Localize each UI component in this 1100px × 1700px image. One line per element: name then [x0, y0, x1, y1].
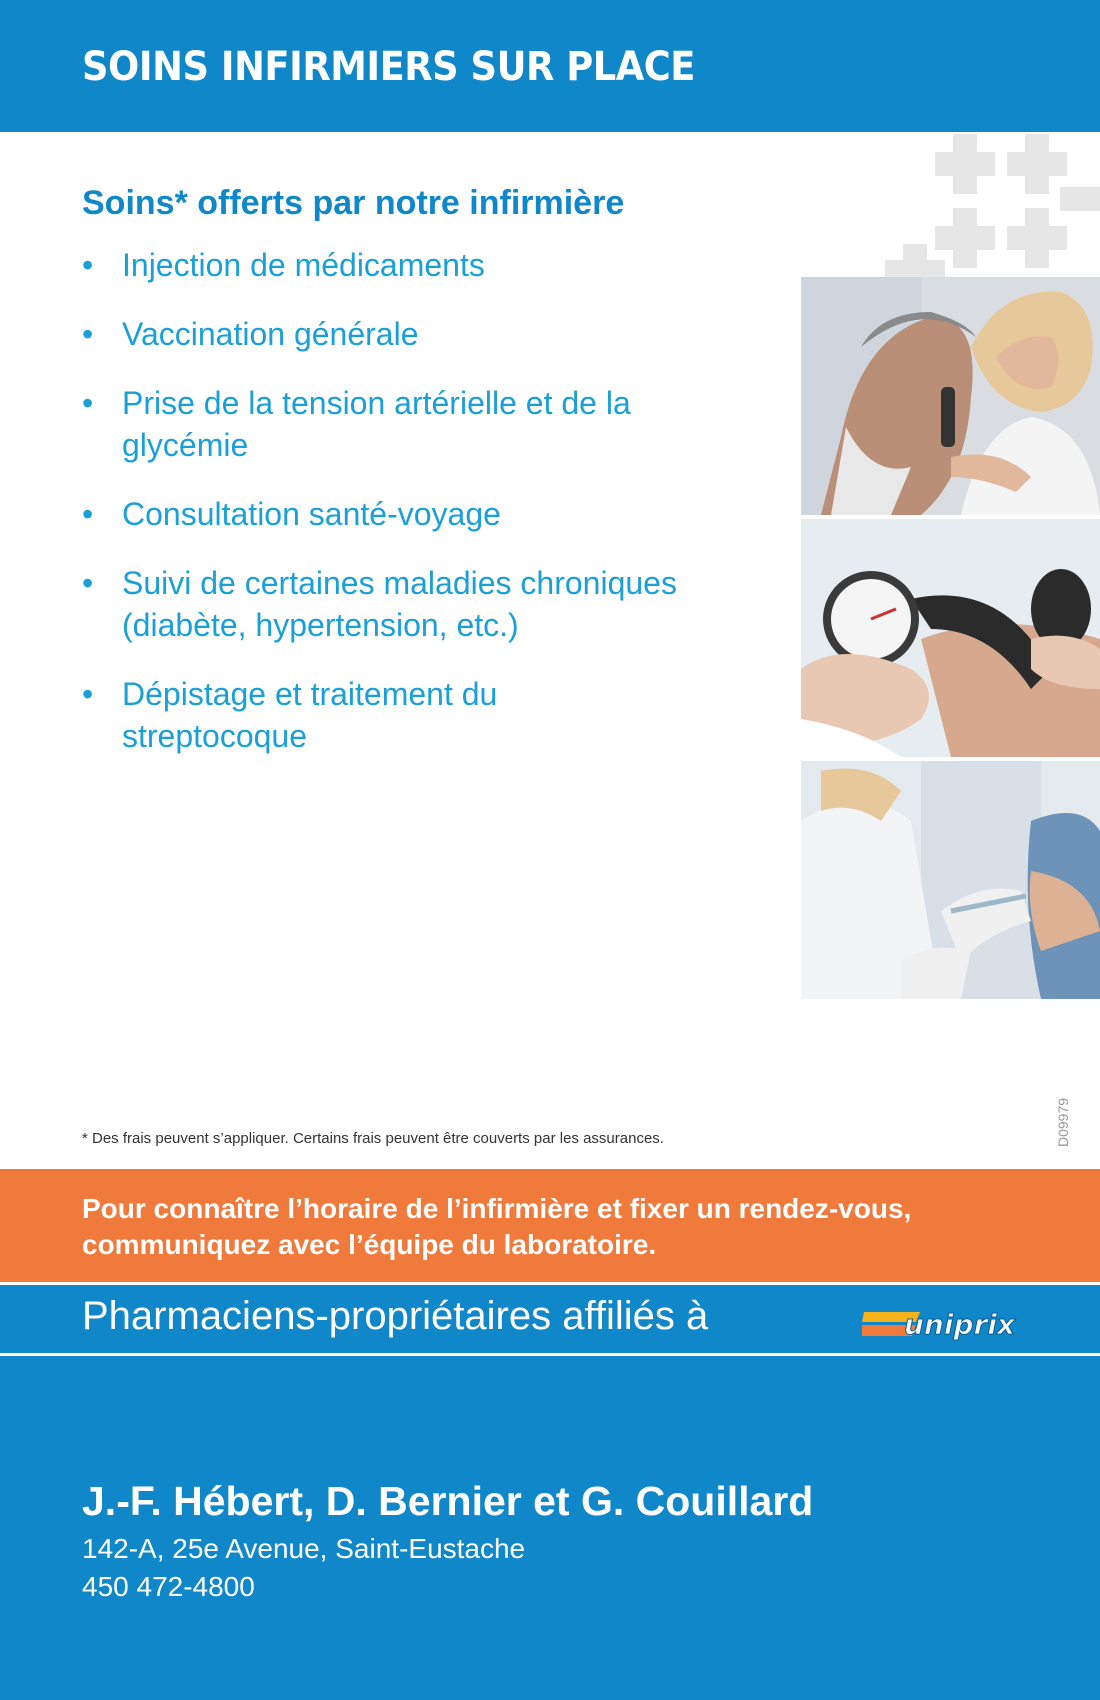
service-label: Dépistage et traitement du streptocoque [122, 676, 498, 754]
decorative-crosses [895, 132, 1100, 277]
bullet-icon: • [82, 247, 94, 283]
bullet-icon: • [82, 676, 94, 712]
list-item [82, 562, 782, 646]
list-item [82, 382, 692, 466]
photo-vaccination [801, 761, 1100, 999]
pharmacy-address: 142-A, 25e Avenue, Saint-Eustache [82, 1533, 526, 1564]
services-heading: Soins* offerts par notre infirmière [82, 184, 625, 222]
main-content [0, 132, 1100, 1169]
bullet-icon: • [82, 385, 94, 421]
service-label: Prise de la tension artérielle et de la glycémie [122, 385, 631, 463]
list-item [82, 313, 782, 355]
affiliation-text: Pharmaciens-propriétaires affiliés à [82, 1294, 709, 1338]
bullet-icon: • [82, 316, 94, 352]
page-title: SOINS INFIRMIERS SUR PLACE [82, 44, 695, 90]
bullet-icon: • [82, 565, 94, 601]
pharmacy-owners: J.-F. Hébert, D. Bernier et G. Couillard [82, 1478, 814, 1524]
header-banner [0, 0, 1100, 132]
photo-ear-exam [801, 277, 1100, 515]
service-label: Suivi de certaines maladies chroniques (diabète, hypertension, etc.) [122, 565, 677, 643]
uniprix-logo [862, 1306, 1018, 1342]
call-to-action-banner [0, 1169, 1100, 1282]
logo-wordmark: uniprix [904, 1308, 1015, 1341]
divider [0, 1353, 1100, 1356]
footnote: * Des frais peuvent s’appliquer. Certains frais peuvent être couverts par les assurances. [82, 1130, 664, 1147]
list-item [82, 244, 782, 286]
service-label: Vaccination générale [122, 316, 419, 352]
list-item [82, 673, 582, 757]
divider [0, 1282, 1100, 1285]
service-label: Consultation santé-voyage [122, 496, 501, 532]
document-code: D09979 [1055, 1097, 1071, 1147]
service-label: Injection de médicaments [122, 247, 485, 283]
photo-blood-pressure [801, 519, 1100, 757]
services-list [82, 244, 782, 784]
call-to-action-text: Pour connaître l’horaire de l’infirmière et fixer un rendez-vous, communiquez avec l’équipe du laboratoire. [82, 1193, 912, 1260]
bullet-icon: • [82, 496, 94, 532]
pharmacy-phone: 450 472-4800 [82, 1571, 255, 1602]
list-item [82, 493, 782, 535]
